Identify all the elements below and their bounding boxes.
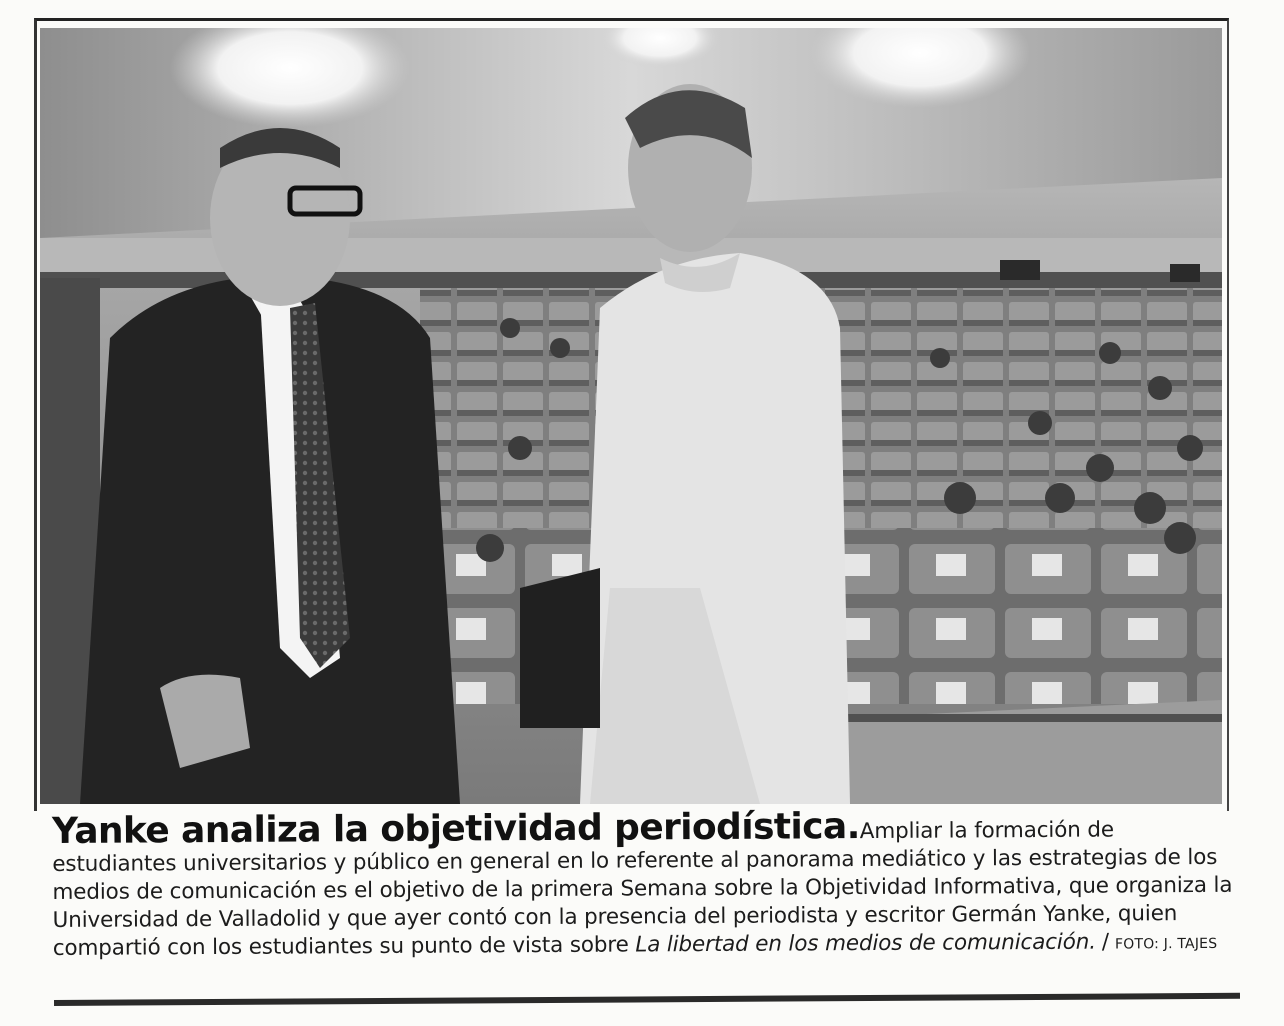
auditorium-scene: [40, 28, 1222, 804]
caption-body: Ampliar la formación de estudiantes universitarios y público en general en lo referente al panorama mediático y las estrategias de los medios de comunicación es el objetivo de la primera Semana sobre la Objetividad Informativa, que organiza la Universidad de Valladolid y que ayer contó con la presencia del periodista y escritor Germán Yanke, quien compartió con los estudiantes su punto de vista sobre: [52, 817, 1233, 961]
photo-caption: [51, 806, 1243, 965]
separator: /: [1101, 929, 1110, 955]
event-title: La libertad en los medios de comunicación.: [635, 929, 1096, 958]
news-photo: [40, 28, 1222, 804]
photo-credit: FOTO: J. TAJES: [1114, 935, 1218, 953]
bottom-rule: [54, 993, 1240, 1006]
headline: Yanke analiza la objetividad periodística.: [51, 806, 860, 852]
